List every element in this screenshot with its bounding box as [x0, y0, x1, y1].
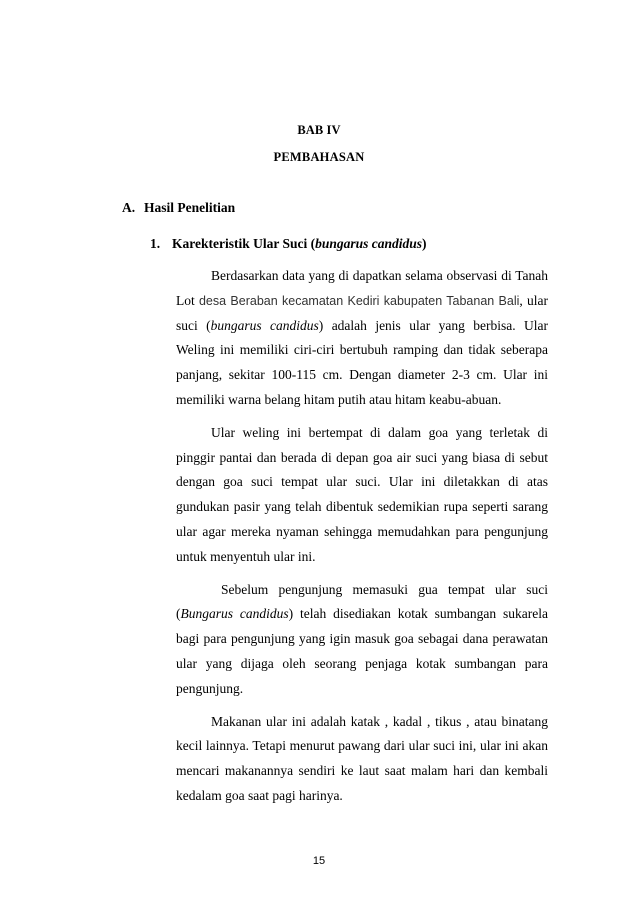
chapter-title: PEMBAHASAN — [273, 150, 365, 164]
body-text — [176, 264, 548, 809]
paragraph-4: Makanan ular ini adalah katak , kadal , tikus , atau binatang kecil lainnya. Tetapi menurut pawang dari ular suci ini, ular ini akan mencari makanannya sendiri ke laut saat malam hari dan kembali kedalam goa saat pagi harinya. — [176, 713, 548, 803]
subsection-title-suffix: ) — [422, 236, 427, 251]
paragraph-2: Ular weling ini bertempat di dalam goa yang terletak di pinggir pantai dan berada di depan goa air suci yang biasa di sebut dengan goa suci tempat ular suci. Ular ini diletakkan di atas gundukan pasir yang telah dibentuk sedemikian rupa seperti sarang ular agar mereka nyaman sehingga memudahkan para pengunjung untuk menyentuh ular ini. — [176, 424, 548, 564]
paragraph-1-species: bungarus candidus — [210, 317, 319, 333]
section-heading — [122, 200, 235, 216]
section-title: Hasil Penelitian — [144, 200, 236, 215]
paragraph-1-location: desa Beraban kecamatan Kediri kabupaten Tabanan Bali — [198, 293, 520, 308]
paragraph-3-species: Bungarus candidus — [180, 606, 289, 622]
subsection-heading — [150, 236, 427, 252]
paragraph-1-part-a: Berdasarkan data yang di dapatkan selama observasi di Tanah Lot — [176, 268, 548, 308]
chapter-label: BAB IV — [297, 123, 341, 137]
section-marker: A. — [122, 200, 136, 215]
paragraph-3-part-b: ) telah disediakan kotak sumbangan sukarela bagi para pengunjung yang igin masuk goa sebagai dana perawatan ular yang dijaga oleh seorang penjaga kotak sumbangan para pengunjung. — [176, 606, 548, 696]
paragraph-3-part-a: Sebelum pengunjung memasuki gua tempat ular suci ( — [176, 581, 548, 622]
subsection-marker: 1. — [150, 236, 161, 251]
paragraph-1 — [176, 264, 548, 413]
paragraph-3 — [176, 578, 548, 702]
subsection-title-prefix: Karekteristik Ular Suci ( — [172, 236, 316, 251]
paragraph-1-part-c: , ular suci ( — [176, 292, 548, 333]
page-number: 15 — [312, 855, 326, 867]
subsection-title-italic: bungarus candidus — [315, 236, 423, 251]
paragraph-1-part-d: ) adalah jenis ular yang berbisa. Ular Weling ini memiliki ciri-ciri bertubuh ramping dan tidak seberapa panjang, sekitar 100-115 cm. Dengan diameter 2-3 cm. Ular ini memiliki warna belang hitam putih atau hitam keabu-abuan. — [176, 317, 548, 407]
